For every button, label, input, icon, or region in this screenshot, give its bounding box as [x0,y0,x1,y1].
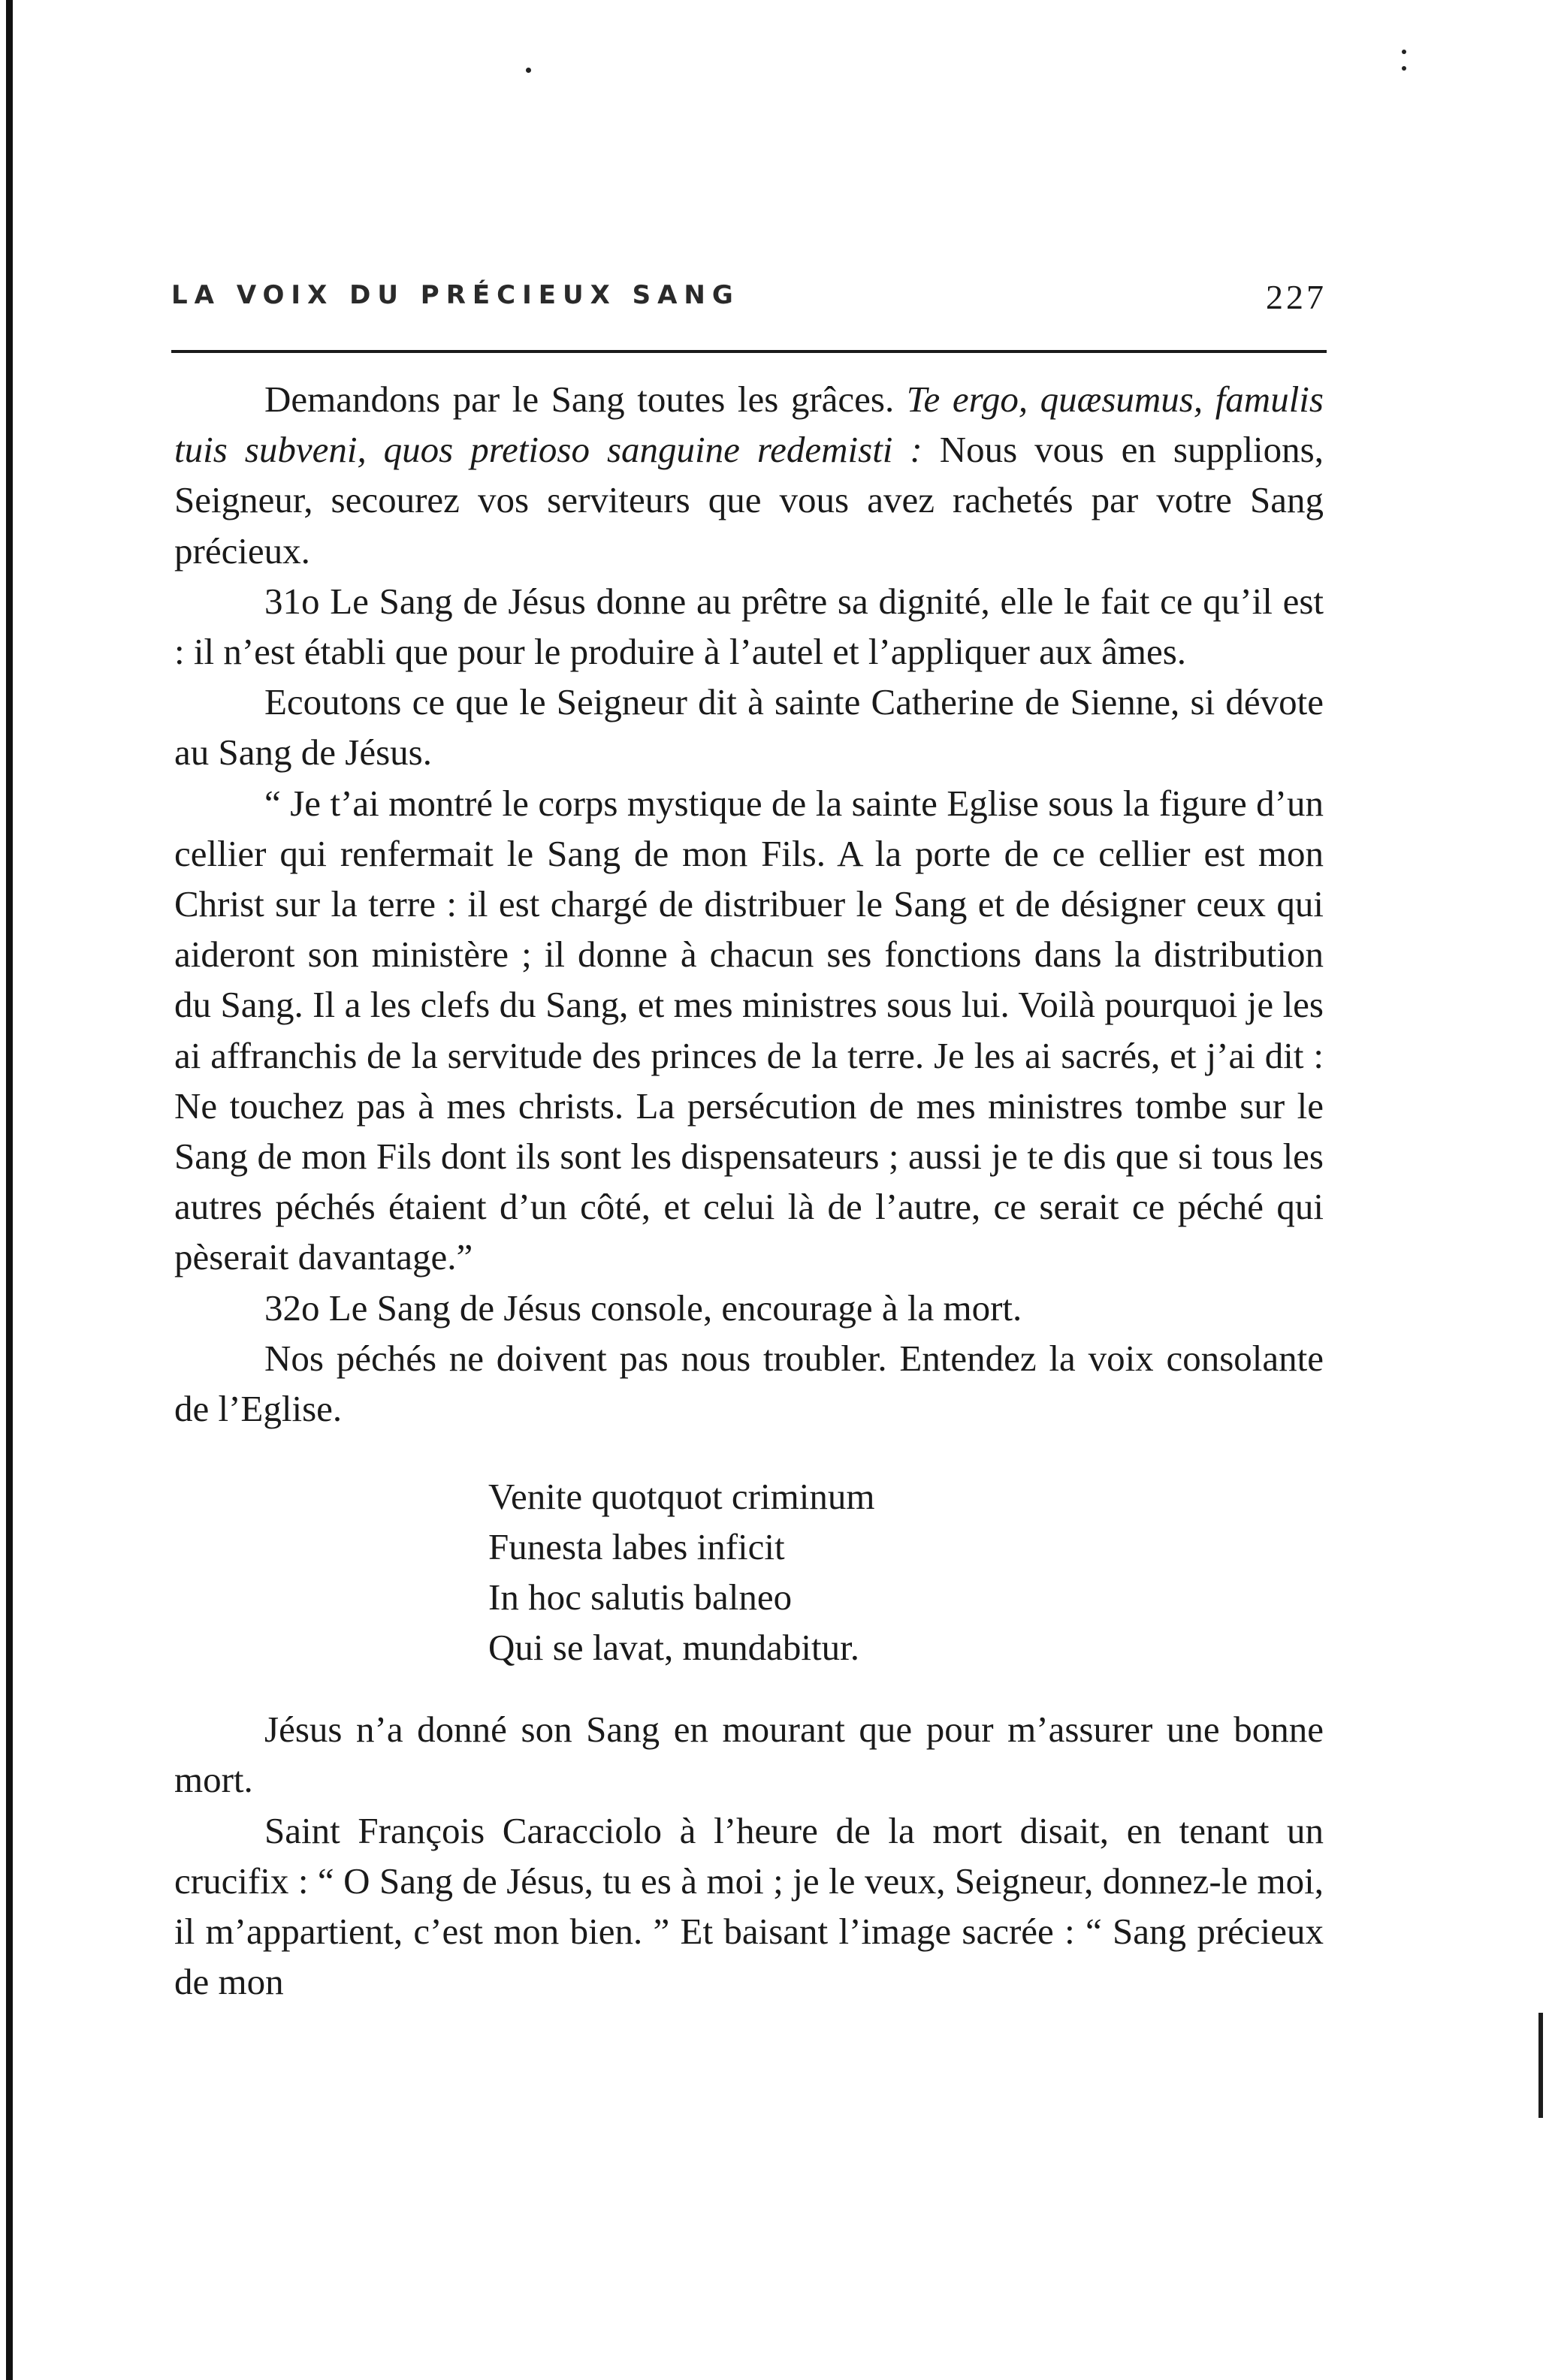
verse-line: Funesta labes inficit [488,1526,785,1568]
paragraph [174,1333,1324,1434]
paragraph-text: Ecoutons ce que le Seigneur dit à sainte Catherine de Sienne, si dévote au Sang de Jésus. [174,681,1324,774]
paragraph [174,778,1324,1283]
scan-left-edge [6,0,13,2380]
verse-line: Qui se lavat, mundabitur. [488,1627,859,1669]
scan-right-mark [1538,2013,1543,2118]
verse-line: Venite quotquot criminum [488,1476,875,1518]
body-text [174,374,1324,2007]
paragraph-text: Nos péchés ne doivent pas nous troubler. Entendez la voix consolante de l’Eglise. [174,1337,1324,1430]
verse-line: In hoc salutis balneo [488,1576,793,1618]
paragraph-text: Nous vous en supplions, Seigneur, secourez vos serviteurs que vous avez rachetés par votre Sang précieux. [174,429,1324,572]
scan-speck [1402,66,1406,71]
paragraph [174,576,1324,677]
scan-speck [526,68,531,73]
paragraph [174,1805,1324,2007]
paragraph-text: Demandons par le Sang toutes les grâces. [264,379,907,420]
latin-quotation: Te ergo, quæsumus, famulis tuis subveni, quos pretioso sanguine redemisti : [174,379,1324,471]
paragraph [174,677,1324,777]
paragraph [174,1704,1324,1805]
latin-verse [488,1471,1324,1673]
paragraph-text: Saint François Caracciolo à l’heure de la mort disait, en tenant un crucifix : “ O Sang de Jésus, tu es à moi ; je le veux, Seigneur, donnez-le moi, il m’appartient, c’est mon bien. ” Et baisant l’image sacrée : “ Sang précieux de mon [174,1809,1324,2003]
paragraph-text: 32o Le Sang de Jésus console, encourage à la mort. [264,1287,1022,1329]
page-number: 227 [1266,278,1327,316]
paragraph [174,374,1324,576]
header-rule [171,350,1327,353]
paragraph-text: Jésus n’a donné son Sang en mourant que pour m’assurer une bonne mort. [174,1709,1324,1801]
scan-speck [1402,50,1406,54]
paragraph-text: “ Je t’ai montré le corps mystique de la sainte Eglise sous la figure d’un cellier qui renfermait le Sang de mon Fils. A la porte de ce cellier est mon Christ sur la terre : il est chargé de distribuer le Sang et de désigner ceux qui aideront son ministère ; il donne à chacun ses fonctions dans la distribution du Sang. Il a les clefs du Sang, et mes ministres sous lui. Voilà pourquoi je les ai affranchis de la servitude des princes de la terre. Je les ai sacrés, et j’ai dit : Ne touchez pas à mes christs. La persécution de mes ministres tombe sur le Sang de mon Fils dont ils sont les dispensateurs ; aussi je te dis que si tous les autres péchés étaient d’un côté, et celui là de l’autre, ce serait ce péché qui pèserait davantage.” [174,782,1324,1278]
page-header [171,274,1327,327]
paragraph [174,1283,1324,1333]
running-title: LA VOIX DU PRÉCIEUX SANG [171,280,740,310]
paragraph-text: 31o Le Sang de Jésus donne au prêtre sa dignité, elle le fait ce qu’il est : il n’est établi que pour le produire à l’autel et l’appliquer aux âmes. [174,580,1324,673]
